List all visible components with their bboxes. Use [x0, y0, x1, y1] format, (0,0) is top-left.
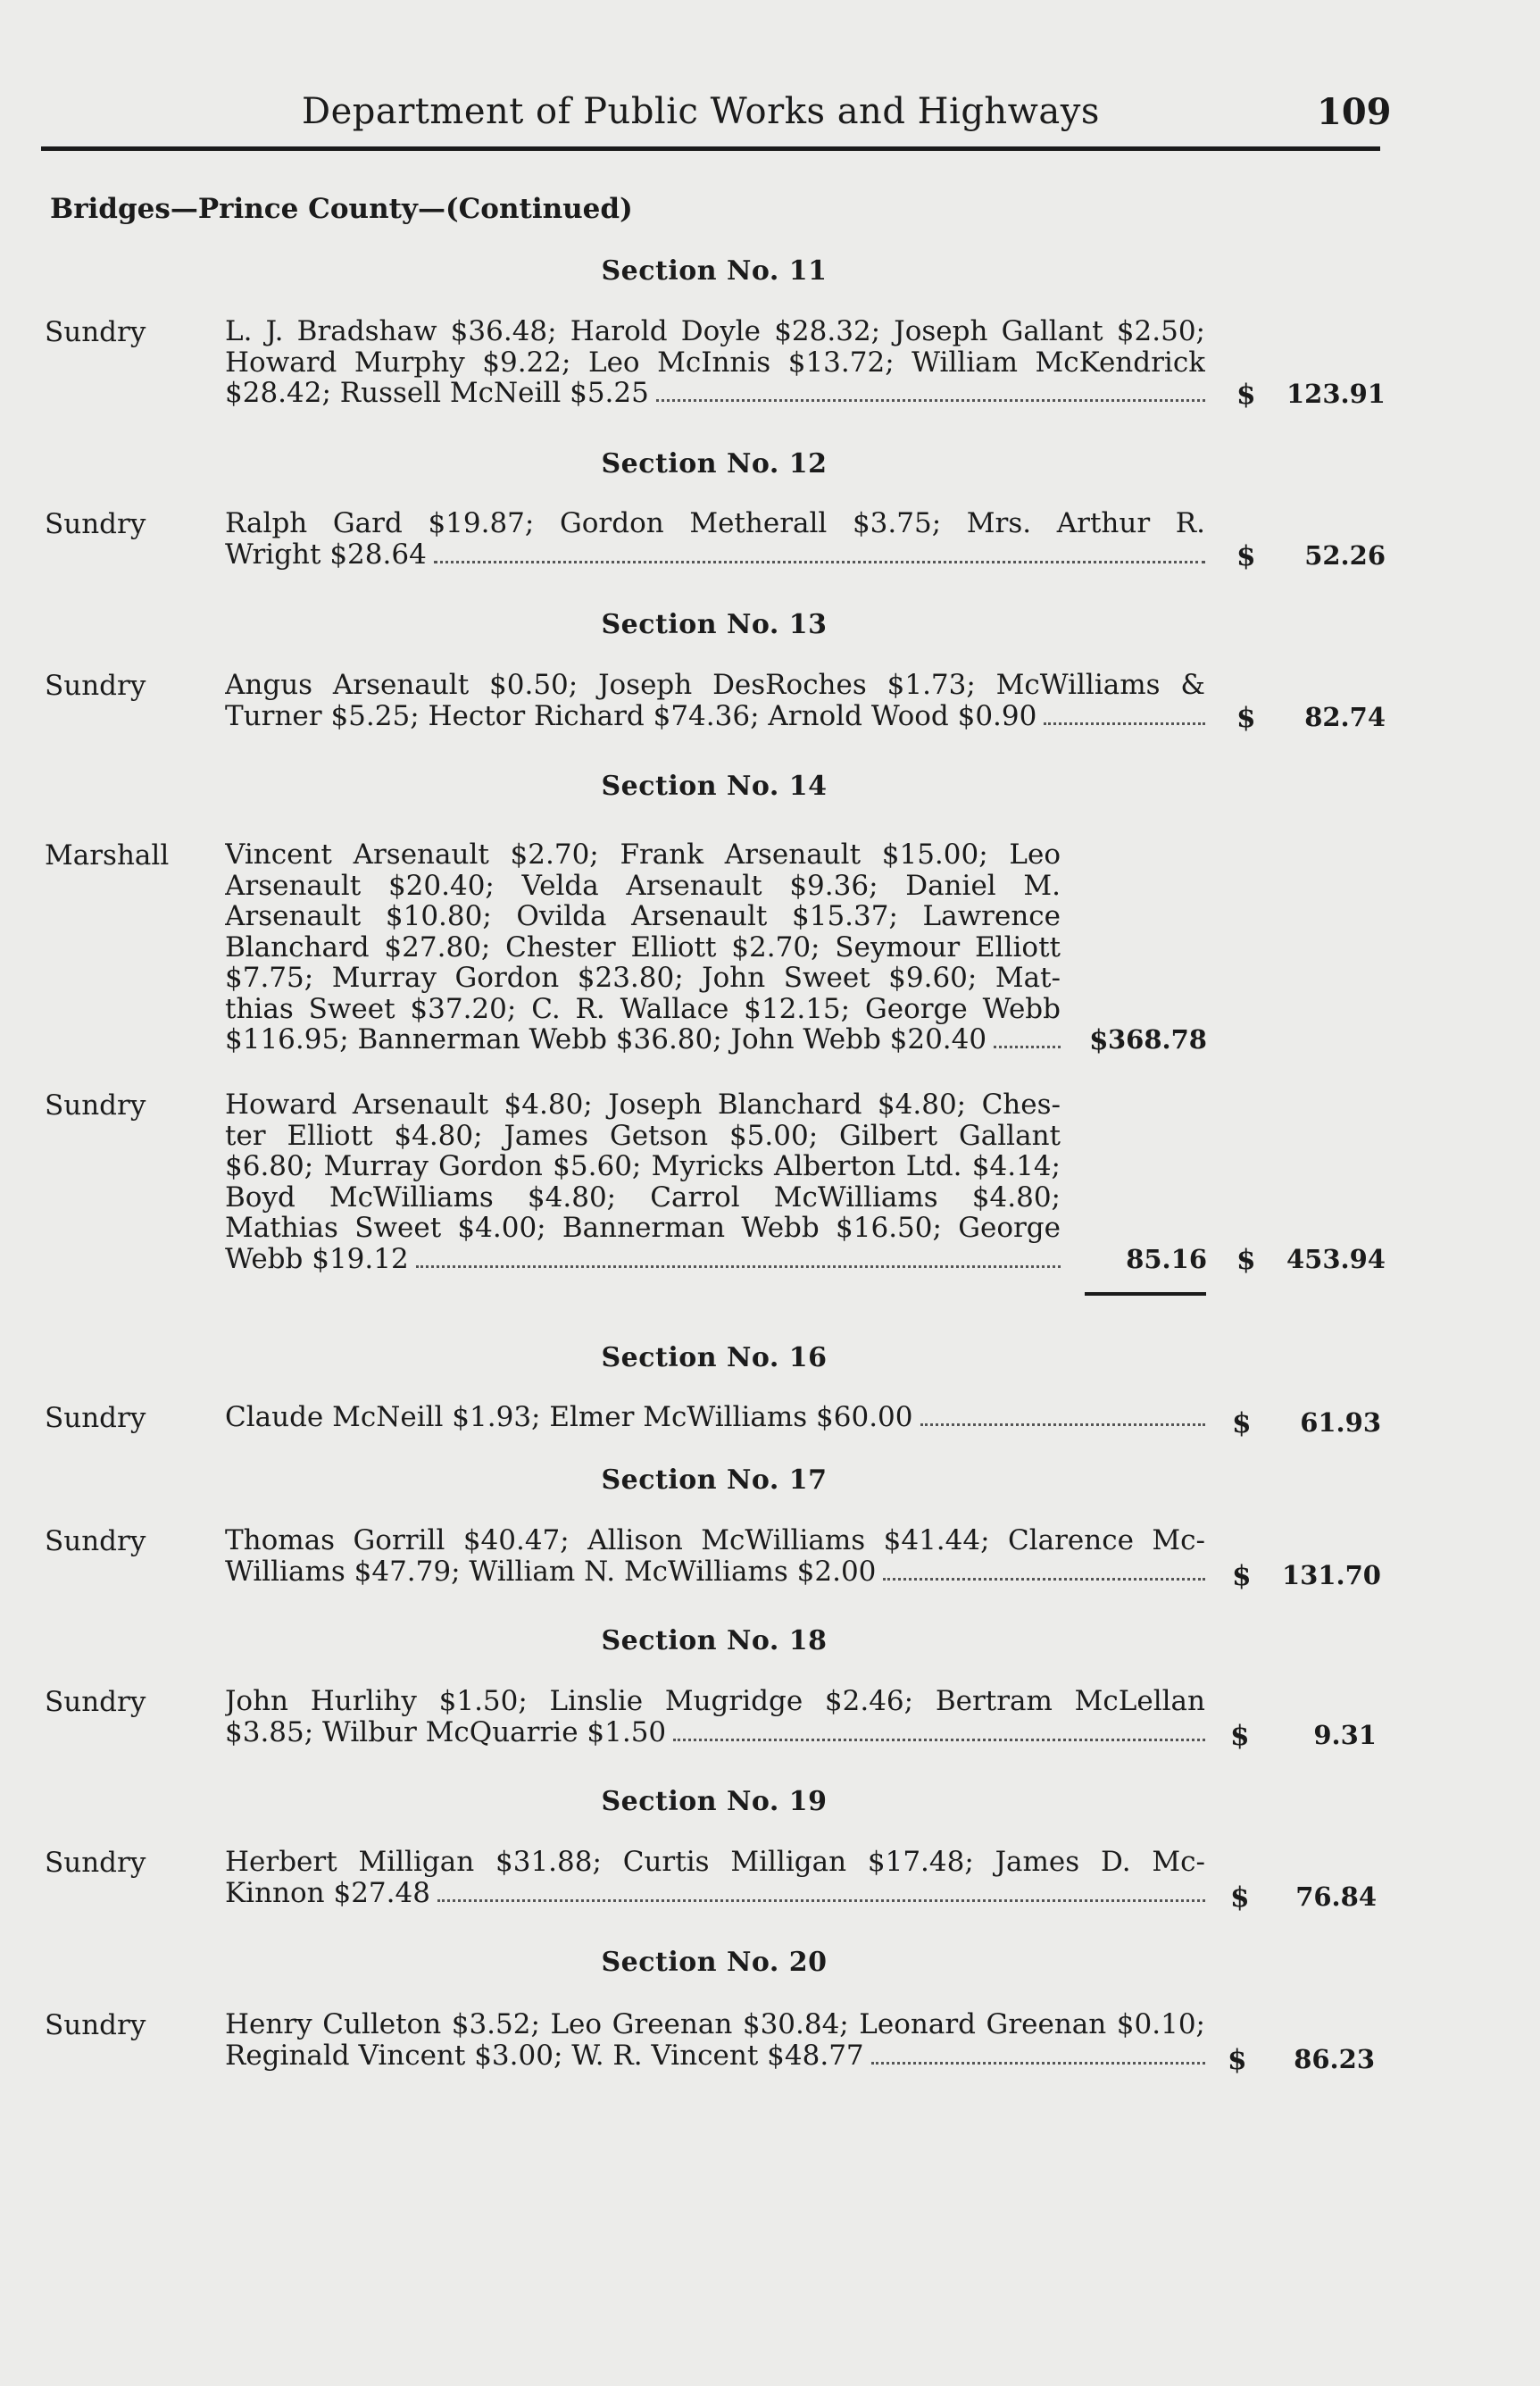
- entry-subtotal: 368.78: [1108, 1024, 1207, 1055]
- entry-line: Henry Culleton $3.52; Leo Greenan $30.84; Leonard Greenan $0.10;: [225, 2009, 1205, 2040]
- dot-leader: [994, 1046, 1061, 1048]
- entry-line: Blanchard $27.80; Chester Elliott $2.70; Seymour Elliott: [225, 931, 1061, 963]
- entry-line: Wright $28.64: [225, 539, 1205, 571]
- entry-description: [225, 670, 1205, 731]
- section-heading: Section No. 17: [601, 1464, 828, 1496]
- section-heading: Section No. 16: [601, 1342, 828, 1373]
- entry-line: Reginald Vincent $3.00; W. R. Vincent $48.77: [225, 2040, 1205, 2072]
- entry-label: Sundry: [45, 1847, 146, 1879]
- dollar-sign: $: [1232, 1407, 1252, 1439]
- dot-leader: [656, 399, 1205, 402]
- section-total: 123.91: [1286, 379, 1386, 409]
- dot-leader: [883, 1578, 1205, 1581]
- entry-label: Sundry: [45, 1686, 146, 1718]
- section-heading: Section No. 20: [601, 1947, 828, 1978]
- section-total: 86.23: [1294, 2044, 1375, 2074]
- entry-line: Williams $47.79; William N. McWilliams $2.00: [225, 1556, 1205, 1588]
- entry-subtotal: 85.16: [1126, 1244, 1207, 1274]
- entry-line: Howard Arsenault $4.80; Joseph Blanchard $4.80; Ches-: [225, 1089, 1061, 1121]
- entry-line: Turner $5.25; Hector Richard $74.36; Arnold Wood $0.90: [225, 701, 1205, 732]
- entry-description: [225, 316, 1205, 409]
- entry-line: Herbert Milligan $31.88; Curtis Milligan $17.48; James D. Mc-: [225, 1847, 1205, 1878]
- section-total: 82.74: [1304, 702, 1386, 732]
- header-rule: [41, 146, 1380, 151]
- entry-line: ter Elliott $4.80; James Getson $5.00; Gilbert Gallant: [225, 1120, 1061, 1151]
- section-total: 61.93: [1300, 1407, 1381, 1438]
- entry-label: Sundry: [45, 508, 146, 540]
- entry-description: [225, 1525, 1205, 1587]
- page-number: 109: [1317, 91, 1392, 133]
- entry-line: L. J. Bradshaw $36.48; Harold Doyle $28.32; Joseph Gallant $2.50;: [225, 316, 1205, 347]
- entry-line: Ralph Gard $19.87; Gordon Metherall $3.75; Mrs. Arthur R.: [225, 508, 1205, 539]
- entry-line: $3.85; Wilbur McQuarrie $1.50: [225, 1717, 1205, 1748]
- dollar-sign: $: [1236, 702, 1256, 734]
- dollar-sign: $: [1232, 1560, 1252, 1592]
- dot-leader: [1044, 722, 1205, 725]
- entry-line: $28.42; Russell McNeill $5.25: [225, 378, 1205, 409]
- entry-line: Claude McNeill $1.93; Elmer McWilliams $60.00: [225, 1402, 1205, 1433]
- entry-description: [225, 839, 1061, 1055]
- page-header-title: Department of Public Works and Highways: [302, 91, 1100, 132]
- entry-line: thias Sweet $37.20; C. R. Wallace $12.15; George Webb: [225, 993, 1061, 1024]
- dollar-sign: $: [1236, 379, 1256, 411]
- entry-label: Sundry: [45, 670, 146, 702]
- entry-line: Angus Arsenault $0.50; Joseph DesRoches $1.73; McWilliams &: [225, 670, 1205, 701]
- entry-description: [225, 2009, 1205, 2071]
- dot-leader: [920, 1423, 1206, 1426]
- dot-leader: [673, 1739, 1205, 1741]
- entry-description: [225, 1402, 1205, 1433]
- dot-leader: [871, 2062, 1205, 2065]
- entry-line: Kinnon $27.48: [225, 1878, 1205, 1909]
- entry-line: $116.95; Bannerman Webb $36.80; John Webb $20.40: [225, 1024, 1061, 1055]
- dollar-sign: $: [1089, 1024, 1109, 1056]
- entry-label: Sundry: [45, 316, 146, 348]
- dollar-sign: $: [1228, 2044, 1247, 2076]
- dollar-sign: $: [1236, 540, 1256, 572]
- section-total: 76.84: [1295, 1881, 1377, 1912]
- section-heading: Section No. 14: [601, 771, 828, 802]
- section-heading: Section No. 18: [601, 1625, 828, 1656]
- dot-leader: [434, 561, 1205, 563]
- section-heading: Section No. 12: [601, 448, 828, 480]
- section-subtitle: Bridges—Prince County—(Continued): [50, 193, 633, 225]
- dot-leader: [416, 1265, 1061, 1268]
- entry-label: Sundry: [45, 1402, 146, 1434]
- section-heading: Section No. 19: [601, 1786, 828, 1817]
- entry-label: Marshall: [45, 839, 170, 872]
- entry-line: Arsenault $20.40; Velda Arsenault $9.36; Daniel M.: [225, 870, 1061, 901]
- entry-line: Boyd McWilliams $4.80; Carrol McWilliams $4.80;: [225, 1181, 1061, 1213]
- entry-label: Sundry: [45, 1089, 146, 1122]
- entry-line: Vincent Arsenault $2.70; Frank Arsenault $15.00; Leo: [225, 839, 1061, 871]
- section-total: 131.70: [1282, 1560, 1381, 1590]
- section-heading: Section No. 11: [601, 255, 828, 287]
- dollar-sign: $: [1230, 1720, 1250, 1752]
- entry-description: [225, 1686, 1205, 1748]
- entry-line: John Hurlihy $1.50; Linslie Mugridge $2.46; Bertram McLellan: [225, 1686, 1205, 1717]
- section-total: 9.31: [1313, 1720, 1377, 1750]
- section-total: 453.94: [1286, 1244, 1386, 1274]
- dot-leader: [437, 1899, 1205, 1902]
- entry-line: $6.80; Murray Gordon $5.60; Myricks Alberton Ltd. $4.14;: [225, 1151, 1061, 1182]
- entry-line: $7.75; Murray Gordon $23.80; John Sweet $9.60; Mat-: [225, 963, 1061, 994]
- entry-line: Arsenault $10.80; Ovilda Arsenault $15.37; Lawrence: [225, 901, 1061, 932]
- subtotal-rule: [1085, 1292, 1206, 1296]
- entry-label: Sundry: [45, 2009, 146, 2041]
- entry-description: [225, 508, 1205, 570]
- entry-line: Thomas Gorrill $40.47; Allison McWilliams $41.44; Clarence Mc-: [225, 1525, 1205, 1556]
- entry-line: Mathias Sweet $4.00; Bannerman Webb $16.50; George: [225, 1213, 1061, 1244]
- entry-line: Howard Murphy $9.22; Leo McInnis $13.72; William McKendrick: [225, 346, 1205, 378]
- entry-description: [225, 1847, 1205, 1908]
- entry-description: [225, 1089, 1061, 1274]
- entry-line: Webb $19.12: [225, 1244, 1061, 1275]
- dollar-sign: $: [1236, 1244, 1256, 1276]
- dollar-sign: $: [1230, 1881, 1250, 1914]
- entry-label: Sundry: [45, 1525, 146, 1557]
- section-heading: Section No. 13: [601, 609, 828, 640]
- section-total: 52.26: [1304, 540, 1386, 571]
